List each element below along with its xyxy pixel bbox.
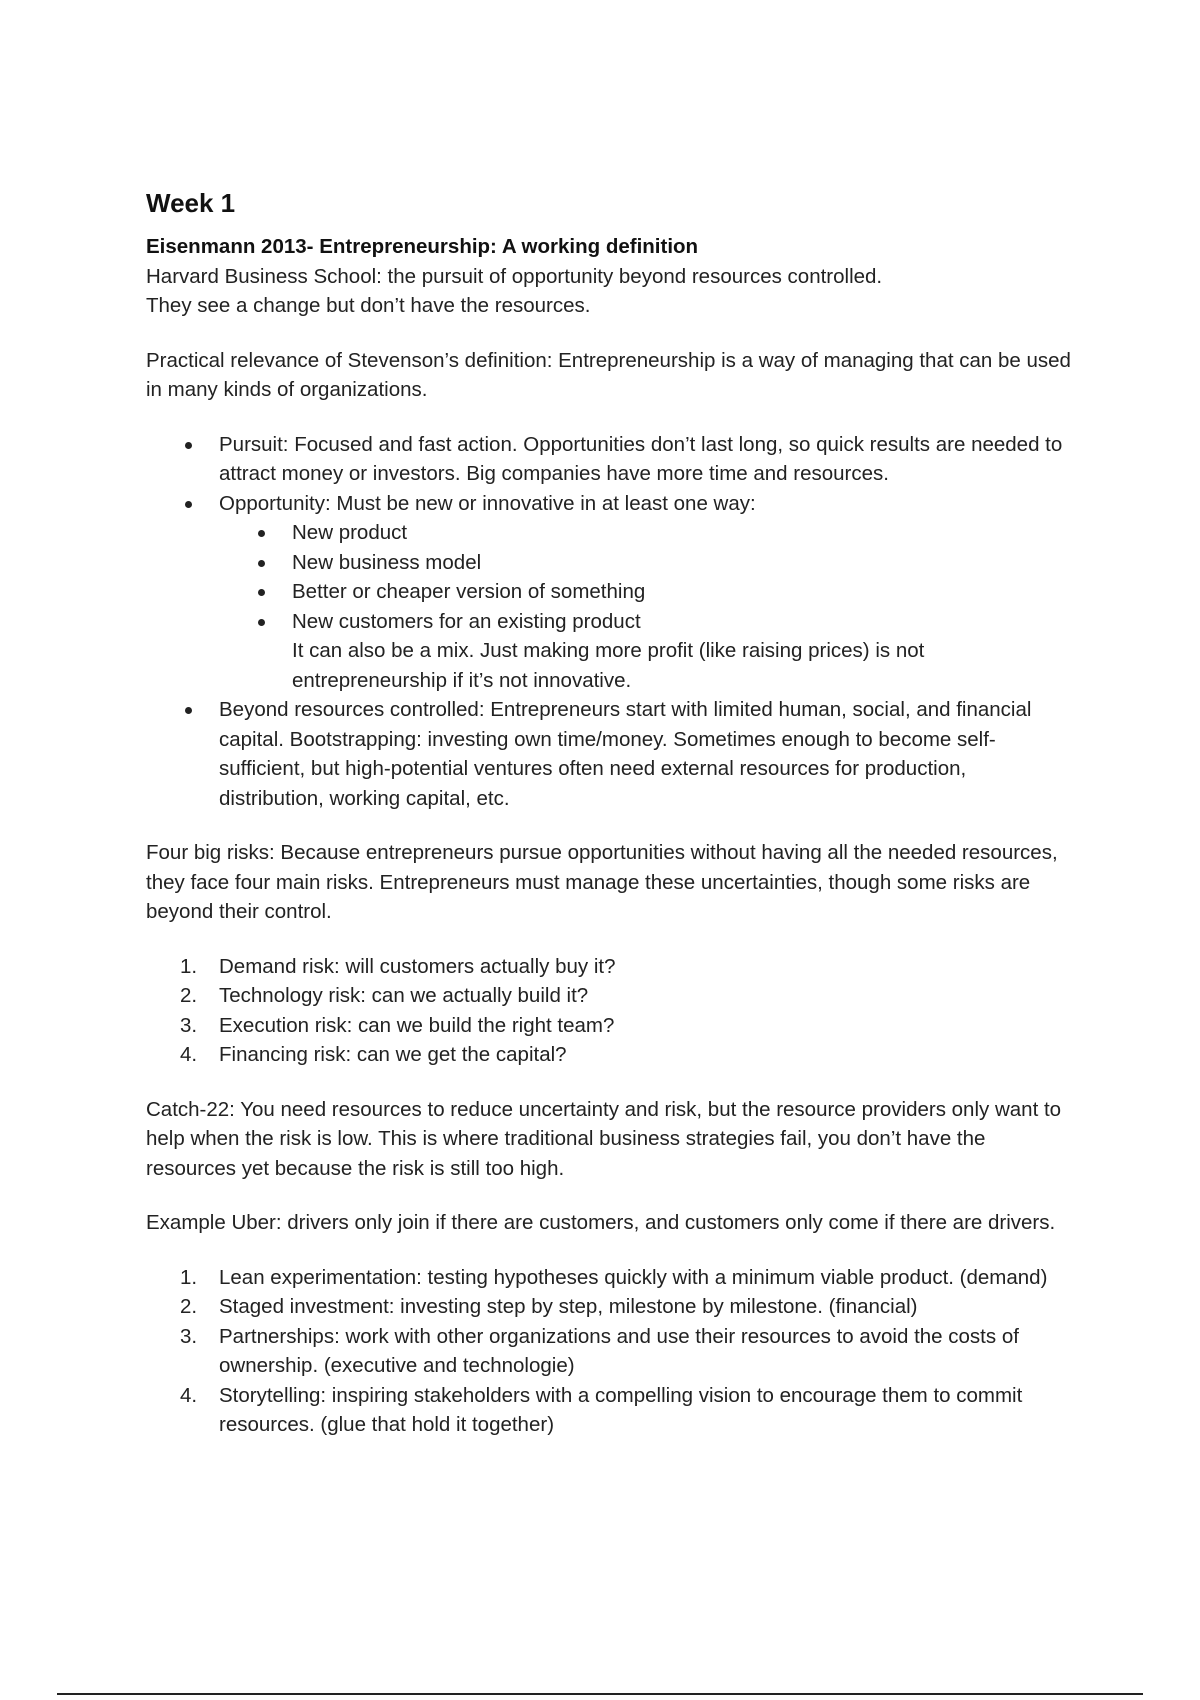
list-number: 3. <box>180 1324 198 1348</box>
catch22-paragraph: Catch-22: You need resources to reduce uncertainty and risk, but the resource providers only want to help when the risk is low. This is where traditional business strategies fail, you don’t have the resources yet because the risk is still too high. <box>146 1097 1062 1180</box>
list-item-text: Storytelling: inspiring stakeholders with a compelling vision to encourage them to commit resources. (glue that hold it together) <box>219 1383 1023 1436</box>
opportunity-note: It can also be a mix. Just making more profit (like raising prices) is not entrepreneurship if it’s not innovative. <box>292 639 925 692</box>
list-item <box>146 1381 1076 1440</box>
list-item <box>146 1040 1076 1070</box>
list-item-text: New customers for an existing product <box>292 609 641 633</box>
list-number: 4. <box>180 1043 198 1066</box>
risks-list <box>146 952 1076 1070</box>
spacer <box>146 1070 1076 1095</box>
list-item-text: Execution risk: can we build the right team? <box>219 1013 615 1037</box>
list-item <box>146 1263 1076 1293</box>
list-number: 4. <box>180 1383 198 1407</box>
list-item <box>146 489 1076 696</box>
spacer <box>146 813 1076 838</box>
spacer <box>146 927 1076 952</box>
list-item-text: New business model <box>292 550 482 574</box>
definition-list <box>146 430 1076 814</box>
list-item-text: Staged investment: investing step by step, milestone by milestone. (financial) <box>219 1295 918 1318</box>
list-item-text: New product <box>292 521 408 544</box>
spacer <box>146 1183 1076 1208</box>
list-item <box>146 695 1076 813</box>
page-title: Week 1 <box>146 188 236 218</box>
list-item <box>219 548 1076 578</box>
spacer <box>146 321 1076 346</box>
list-item-text: Better or cheaper version of something <box>292 580 646 603</box>
opportunity-types-list <box>219 518 1076 636</box>
list-number: 1. <box>180 1265 198 1289</box>
list-item-text: Technology risk: can we actually build it? <box>219 984 589 1007</box>
list-item-text: Beyond resources controlled: Entrepreneurs start with limited human, social, and financial capital. Bootstrapping: investing own time/money. Sometimes enough to become self-sufficient, but high-potential ventures often need external resources for production, distribution, working capital, etc. <box>219 698 1032 810</box>
uber-example-paragraph: Example Uber: drivers only join if there are customers, and customers only come if there are drivers. <box>146 1211 1056 1234</box>
list-item <box>146 430 1076 489</box>
list-item-text: Lean experimentation: testing hypotheses quickly with a minimum viable product. (demand) <box>219 1265 1048 1289</box>
document-content <box>146 186 1076 1440</box>
list-item-text: Opportunity: Must be new or innovative in at least one way: <box>219 491 756 515</box>
list-item-text: Partnerships: work with other organizations and use their resources to avoid the costs of ownership. (executive and technologie) <box>219 1324 1019 1377</box>
list-item-text: Financing risk: can we get the capital? <box>219 1043 567 1066</box>
bottom-divider <box>57 1693 1143 1695</box>
list-item <box>219 518 1076 548</box>
intro-line: They see a change but don’t have the resources. <box>146 294 591 317</box>
list-number: 1. <box>180 954 198 978</box>
list-item <box>146 952 1076 982</box>
list-item <box>146 1292 1076 1322</box>
list-number: 3. <box>180 1013 198 1037</box>
list-item-text: Demand risk: will customers actually buy it? <box>219 954 616 978</box>
list-item <box>219 607 1076 637</box>
spacer <box>146 1238 1076 1263</box>
four-risks-paragraph: Four big risks: Because entrepreneurs pursue opportunities without having all the needed resources, they face four main risks. Entrepreneurs must manage these uncertainties, though some risks are beyond their control. <box>146 841 1058 923</box>
list-item <box>146 1011 1076 1041</box>
section-heading: Eisenmann 2013- Entrepreneurship: A working definition <box>146 235 699 258</box>
practical-relevance-paragraph: Practical relevance of Stevenson’s definition: Entrepreneurship is a way of managing that can be used in many kinds of organizations. <box>146 348 1071 401</box>
list-item <box>146 1322 1076 1381</box>
list-item <box>146 981 1076 1011</box>
list-number: 2. <box>180 1295 198 1318</box>
list-item-text: Pursuit: Focused and fast action. Opportunities don’t last long, so quick results are needed to attract money or investors. Big companies have more time and resources. <box>219 432 1063 485</box>
strategies-list <box>146 1263 1076 1440</box>
list-number: 2. <box>180 984 198 1007</box>
spacer <box>146 405 1076 430</box>
intro-line: Harvard Business School: the pursuit of opportunity beyond resources controlled. <box>146 264 883 288</box>
list-item <box>219 577 1076 607</box>
